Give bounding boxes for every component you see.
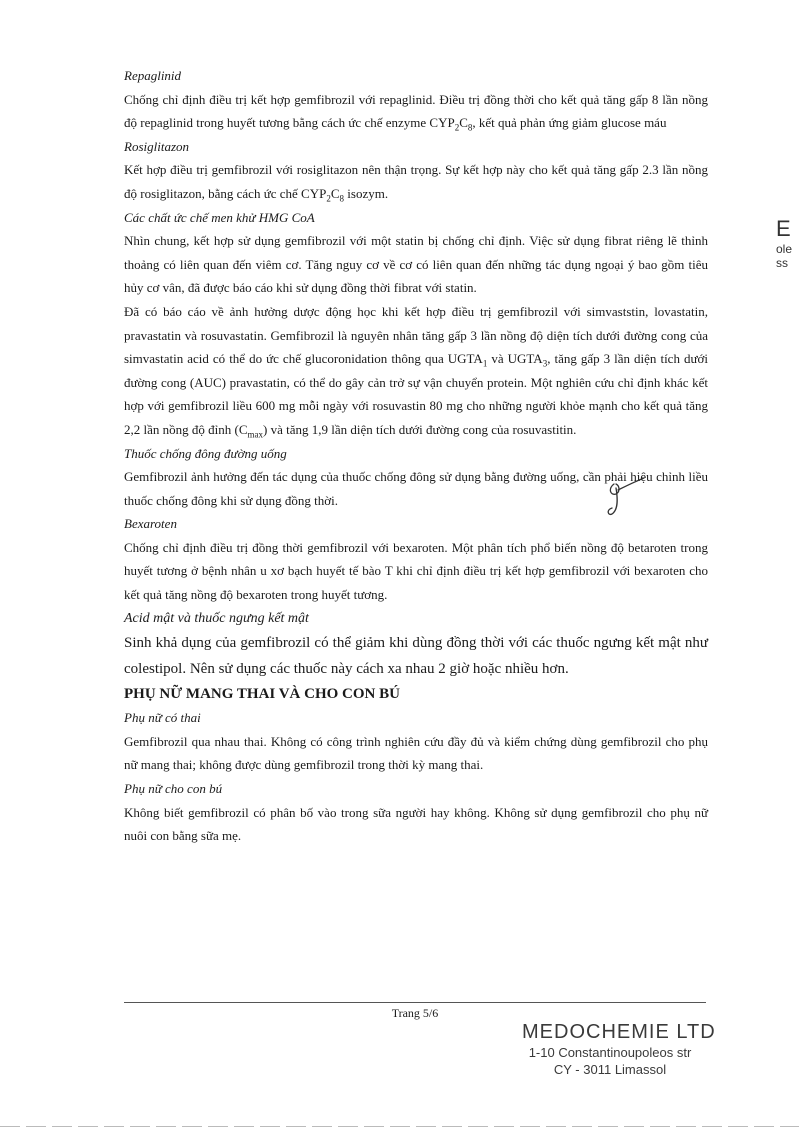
paragraph-hmg-2: Đã có báo cáo về ảnh hưởng dược động học khi kết hợp điều trị gemfibrozil với simvaststin, lovastatin, pravastatin và rosuvastatin. Gemfibrozil là nguyên nhân tăng gấp 3 lần nồng độ diện tích dưới đường cong của simvastatin acid có thể do ức chế glucoronidation thông qua $UGTA_1$ và $UGTA_3$, tăng gấp 3 lần diện tích dưới đường cong (AUC) pravastatin, có thể do gây cản trở sự vận chuyển protein. Một nghiên cứu chỉ định khác kết hợp với gemfibrozil liều 600 mg mỗi ngày với rosuvastin 80 mg cho những người khỏe mạnh cho kết quả tăng 2,2 lần nồng độ đỉnh $(C_{max})$ và tăng 1,9 lần diện tích dưới đường cong của rosuvastitin. [124,303,708,440]
edge-text-line-2: ole [776,242,793,256]
heading-repaglinid: Repaglinid [124,68,182,83]
heading-breastfeeding: Phụ nữ cho con bú [124,781,223,797]
paragraph-pregnant-women: Gemfibrozil qua nhau thai. Không có công trình nghiên cứu đầy đủ và kiểm chứng dùng gemfibrozil cho phụ nữ mang thai; không được dùng gemfibrozil trong thời kỳ mang thai. [124,733,708,773]
edge-text-line-1: E [776,216,791,241]
paragraph-hmg-1: Nhìn chung, kết hợp sử dụng gemfibrozil với một statin bị chống chỉ định. Việc sử dụng fibrat riêng lẽ thỉnh thoảng có liên quan đến viêm cơ. Tăng nguy cơ về cơ có liên quan đến những tác dụng ngoại ý bao gồm tiêu hủy cơ vân, đã được báo cáo khi sử dụng đồng thời fibrat với statin. [124,233,708,296]
paragraph-bile-acid: Sinh khả dụng của gemfibrozil có thể giảm khi dùng đồng thời với các thuốc ngưng kết mật như colestipol. Nên sử dụng các thuốc này cách xa nhau 2 giờ hoặc nhiều hơn. [124,635,708,678]
stamp-address-line-1: 1-10 Constantinoupoleos str [528,1045,692,1060]
heading-rosiglitazon: Rosiglitazon [124,138,190,154]
heading-bile-acid: Acid mật và thuốc ngưng kết mật [124,610,309,626]
heading-anticoagulant: Thuốc chống đông đường uống [124,445,287,461]
footer-divider [124,1002,706,1003]
handwritten-signature [600,470,660,520]
stamp-company-name: MEDOCHEMIE LTD [522,1021,716,1043]
stamp-address-line-2: CY - 3011 Limassol [553,1062,667,1077]
paragraph-rosiglitazon: Kết hợp điều trị gemfibrozil với rosiglitazon nên thận trọng. Sự kết hợp này cho kết quả tăng gấp 2.3 lần nồng độ rosiglitazon, bằng cách ức chế $CYP_2C_8$ isozym. [124,162,708,204]
heading-hmg-coa: Các chất ức chế men khử HMG CoA [124,209,315,225]
paragraph-bexaroten: Chống chỉ định điều trị đồng thời gemfibrozil với bexaroten. Một phân tích phổ biến nồng độ betaroten trong huyết tương ở bệnh nhân u xơ bạch huyết tế bào T khi chỉ định điều trị kết hợp gemfibrozil với bexaroten cho kết quả tăng nồng độ bexaroten trong huyết tương. [124,539,708,603]
scan-edge-line [0,1126,799,1127]
paragraph-repaglinid: Chống chỉ định điều trị kết hợp gemfibrozil với repaglinid. Điều trị đồng thời cho kết quả tăng gấp 8 lần nồng độ repaglinid trong huyết tương bằng cách ức chế enzyme $CYP_2C_8$, kết quả phản ứng giảm glucose máu [124,91,708,133]
edge-text-line-3: ss [776,256,788,270]
cropped-edge-stamp [776,216,799,270]
company-stamp [500,1020,720,1078]
section-title-pregnancy: PHỤ NỮ MANG THAI VÀ CHO CON BÚ [124,686,400,703]
page-content [124,64,708,848]
heading-bexaroten: Bexaroten [124,516,177,532]
paragraph-breastfeeding: Không biết gemfibrozil có phân bố vào trong sữa người hay không. Không sử dụng gemfibrozil cho phụ nữ nuôi con bằng sữa mẹ. [124,804,708,844]
heading-pregnant-women: Phụ nữ có thai [124,710,201,726]
page-number: Trang 5/6 [391,1006,439,1020]
paragraph-anticoagulant: Gemfibrozil ảnh hưởng đến tác dụng của thuốc chống đông sử dụng bằng đường uống, cần phải hiệu chỉnh liều thuốc chống đông khi sử dụng đồng thời. [124,469,708,508]
